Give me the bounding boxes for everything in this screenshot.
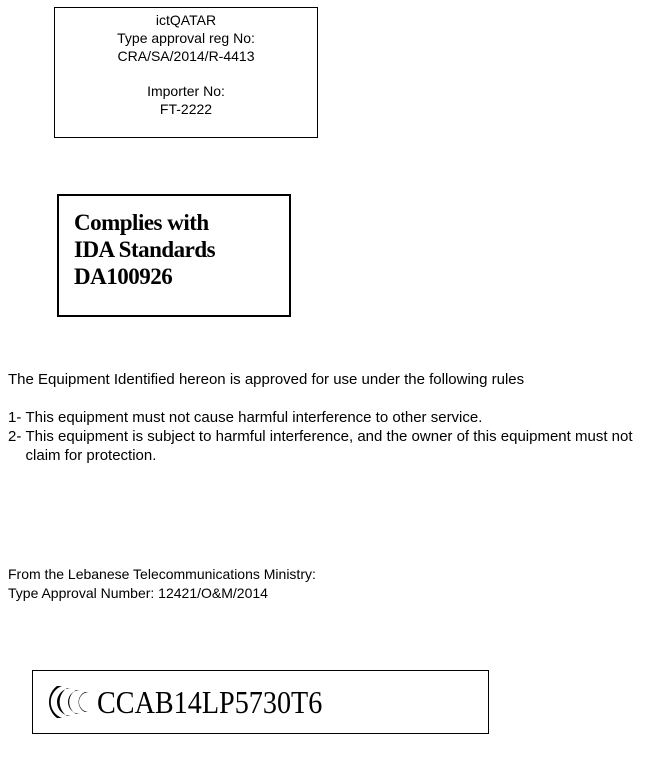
- rule-text: This equipment is subject to harmful interference, and the owner of this equipment must not claim for protection.: [25, 428, 633, 464]
- ida-line-2: IDA Standards: [74, 237, 216, 262]
- ida-line-1: Complies with: [74, 210, 209, 235]
- ccc-wave-logo-icon: [43, 682, 93, 722]
- rule-number: 2-: [8, 428, 26, 445]
- ccc-certification-label: [32, 670, 489, 734]
- rule-item-2: [8, 427, 648, 465]
- lebanon-approval-number: Type Approval Number: 12421/O&M/2014: [8, 585, 268, 601]
- qatar-approval-label: [54, 7, 318, 138]
- qatar-type-approval-number: CRA/SA/2014/R-4413: [117, 48, 255, 64]
- rule-number: 1-: [8, 409, 26, 426]
- lebanon-source: From the Lebanese Telecommunications Ministry:: [8, 566, 316, 582]
- ida-compliance-label: [57, 194, 291, 317]
- spacer: [55, 65, 317, 82]
- qatar-importer-number: FT-2222: [159, 101, 213, 117]
- approval-rules: [8, 370, 648, 465]
- ccc-code: CCAB14LP5730T6: [97, 683, 323, 720]
- qatar-importer-label: Importer No:: [147, 83, 225, 99]
- rule-text: This equipment must not cause harmful interference to other service.: [25, 409, 483, 426]
- rule-item-1: [8, 408, 648, 427]
- rules-intro: The Equipment Identified hereon is approved for use under the following rules: [8, 371, 525, 388]
- lebanon-approval: [8, 565, 316, 603]
- qatar-org: ictQATAR: [155, 12, 217, 28]
- ida-line-3: DA100926: [74, 264, 173, 289]
- qatar-type-approval-label: Type approval reg No:: [117, 30, 255, 46]
